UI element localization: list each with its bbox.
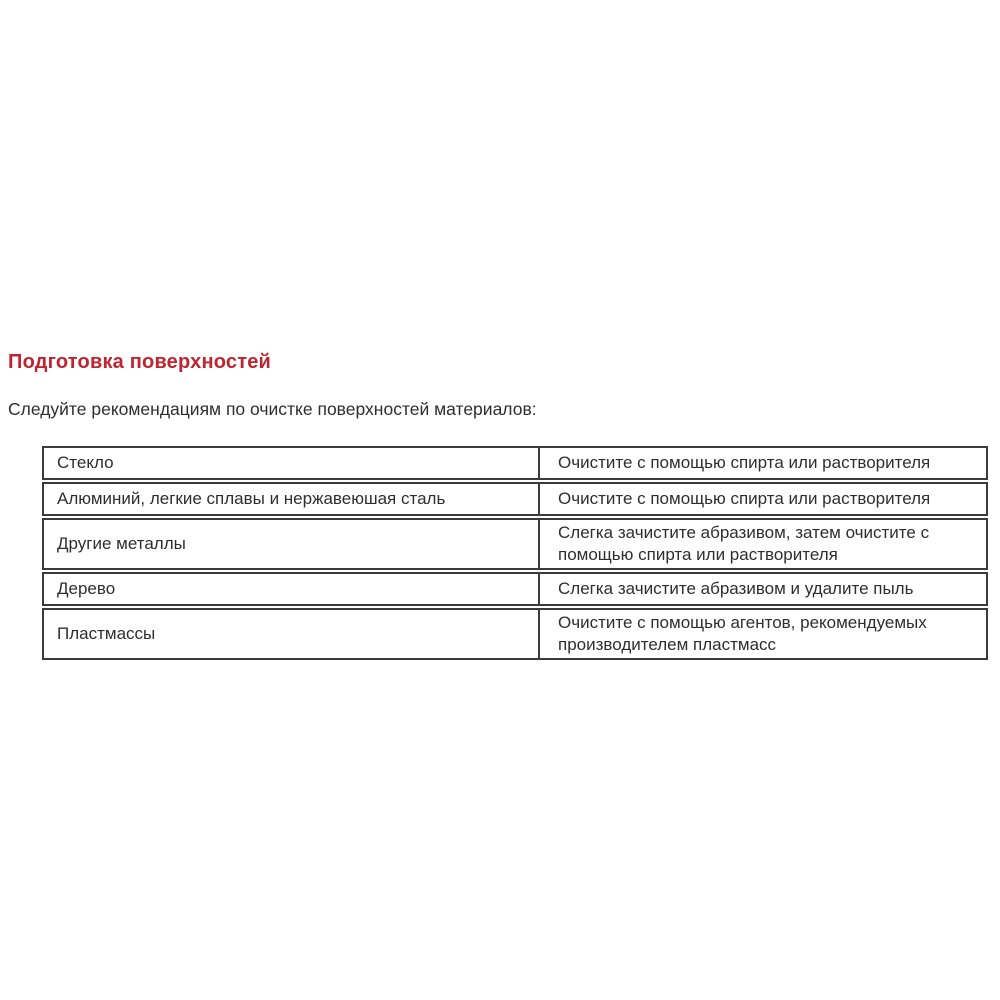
section-heading: Подготовка поверхностей	[8, 351, 272, 373]
material-cell: Алюминий, легкие сплавы и нержавеюшая сталь	[42, 482, 540, 516]
intro-paragraph: Следуйте рекомендациям по очистке поверхностей материалов:	[8, 399, 537, 419]
table-row	[42, 482, 988, 516]
table-row	[42, 518, 988, 570]
table-row	[42, 572, 988, 606]
instruction-cell: Очистите с помощью спирта или растворителя	[540, 446, 988, 480]
table-row	[42, 446, 988, 480]
table-row	[42, 608, 988, 660]
material-cell: Пластмассы	[42, 608, 540, 660]
surface-preparation-table	[42, 444, 988, 662]
instruction-cell: Слегка зачистите абразивом и удалите пыль	[540, 572, 988, 606]
material-cell: Другие металлы	[42, 518, 540, 570]
material-cell: Дерево	[42, 572, 540, 606]
instruction-cell: Очистите с помощью агентов, рекомендуемых производителем пластмасс	[540, 608, 988, 660]
instruction-cell: Очистите с помощью спирта или растворителя	[540, 482, 988, 516]
material-cell: Стекло	[42, 446, 540, 480]
instruction-cell: Слегка зачистите абразивом, затем очистите с помощью спирта или растворителя	[540, 518, 988, 570]
